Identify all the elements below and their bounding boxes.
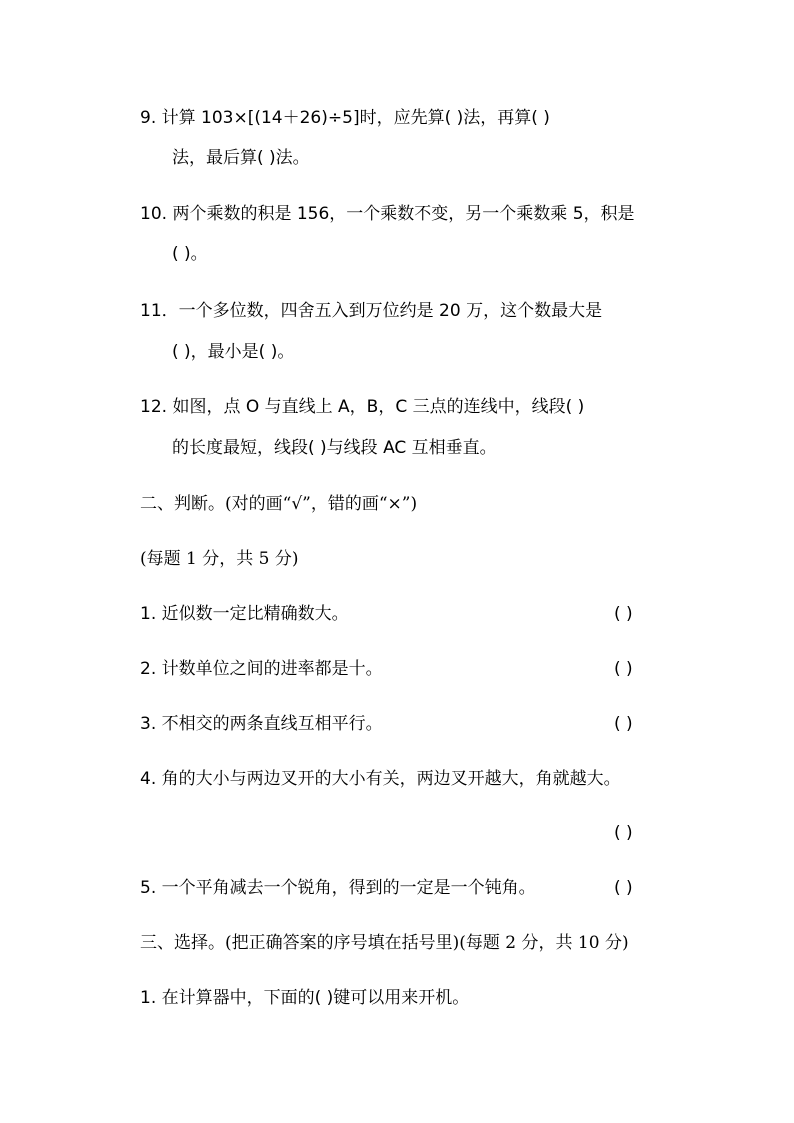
judge-item-4-bracket: ( ) [614,823,633,843]
choice-question-1: 1. 在计算器中，下面的( )键可以用来开机。 [140,988,470,1008]
judge-item-3-bracket: ( ) [614,714,633,734]
question-12-line-2: 的长度最短，线段( )与线段 AC 互相垂直。 [172,438,497,458]
section-3-heading: 三、选择。(把正确答案的序号填在括号里)(每题 2 分，共 10 分) [140,933,629,953]
judge-item-2: 2. 计数单位之间的进率都是十。 [140,659,383,679]
question-11-line-2: ( )，最小是( )。 [172,342,295,362]
question-9-line-1: 9. 计算 103×[(14＋26)÷5]时，应先算( )法，再算( ) [140,108,550,128]
question-10-line-1: 10. 两个乘数的积是 156，一个乘数不变，另一个乘数乘 5，积是 [140,204,635,224]
judge-item-1-bracket: ( ) [614,604,633,624]
question-10-line-2: ( )。 [172,244,208,264]
judge-item-3: 3. 不相交的两条直线互相平行。 [140,714,383,734]
section-2-heading: 二、判断。(对的画“√”，错的画“×”) [140,494,418,514]
question-11-line-1: 11．一个多位数，四舍五入到万位约是 20 万，这个数最大是 [140,301,603,321]
judge-item-5: 5. 一个平角减去一个锐角，得到的一定是一个钝角。 [140,878,536,898]
judge-item-2-bracket: ( ) [614,659,633,679]
question-12-line-1: 12. 如图，点 O 与直线上 A，B，C 三点的连线中，线段( ) [140,397,585,417]
judge-item-1: 1. 近似数一定比精确数大。 [140,604,349,624]
judge-item-4: 4. 角的大小与两边叉开的大小有关，两边叉开越大，角就越大。 [140,769,621,789]
section-2-points: (每题 1 分，共 5 分) [140,549,299,569]
question-9-line-2: 法，最后算( )法。 [172,148,310,168]
judge-item-5-bracket: ( ) [614,878,633,898]
